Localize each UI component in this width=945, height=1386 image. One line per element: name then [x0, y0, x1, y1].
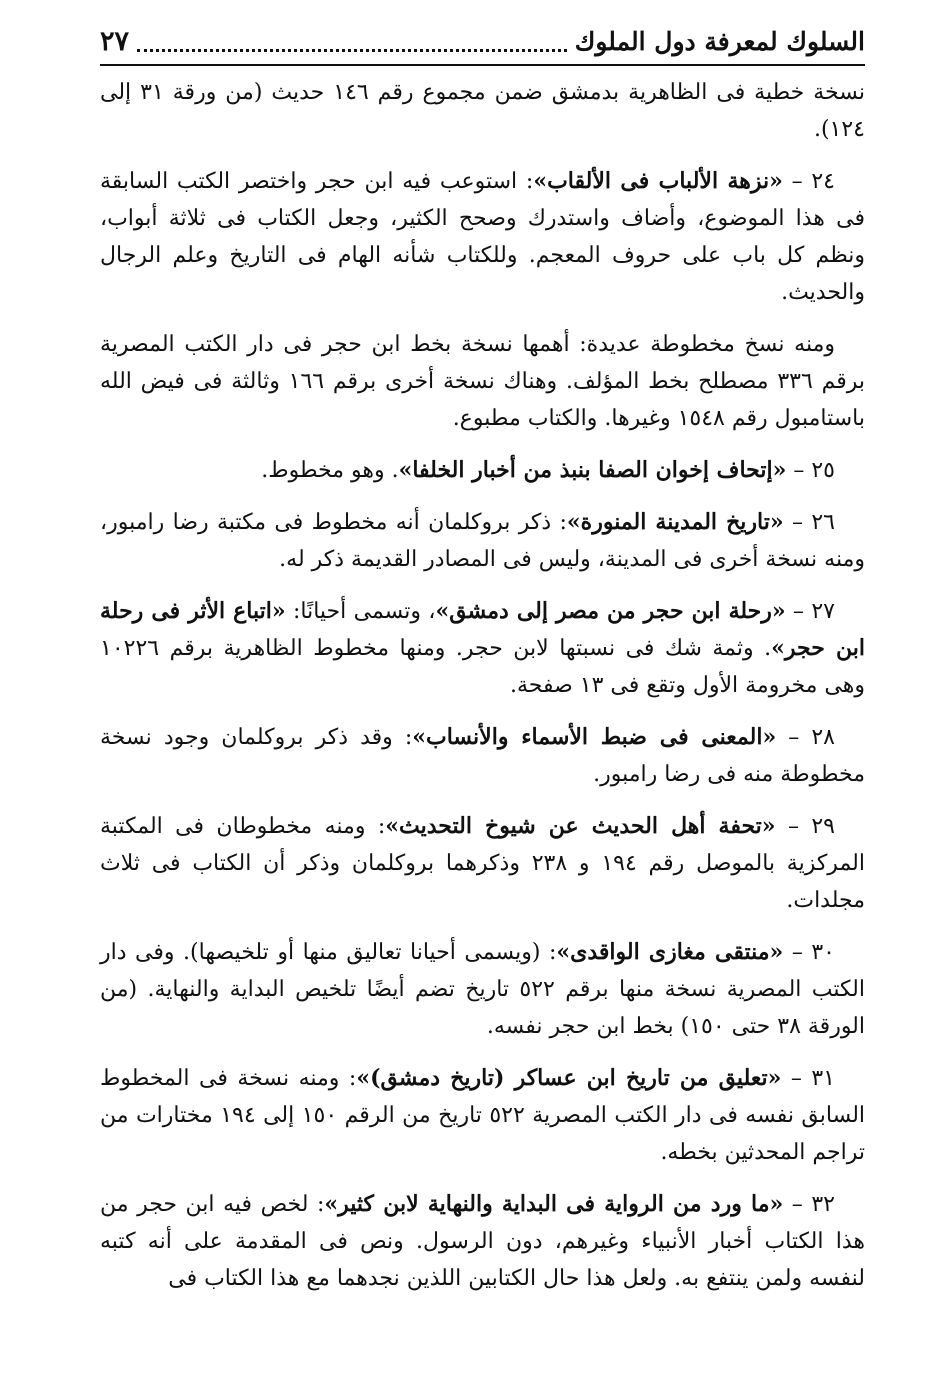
paragraph: [100, 74, 865, 148]
paragraph-text: ٢٦ –: [783, 510, 835, 535]
book-title: «رحلة ابن حجر من مصر إلى دمشق»: [435, 598, 786, 624]
paragraph: [100, 326, 865, 437]
paragraph-text: ٢٥ –: [786, 458, 835, 483]
paragraph-text: ومنه نسخ مخطوطة عديدة: أهمها نسخة بخط ابن حجر فى دار الكتب المصرية برقم ٣٣٦ مصطلح بخط المؤلف. وهناك نسخة أخرى برقم ١٦٦ وثالثة فى فيض الله باستامبول رقم ١٥٤٨ وغيرها. والكتاب مطبوع.: [100, 332, 865, 431]
running-title: السلوك لمعرفة دول الملوك: [574, 27, 865, 56]
header-divider: [100, 64, 865, 66]
paragraph: [100, 593, 865, 704]
paragraph: [100, 163, 865, 311]
paragraph: [100, 452, 865, 489]
header-leader-dots: [137, 49, 567, 52]
paragraph-text: ٢٩ –: [775, 814, 835, 839]
paragraph-text: . وثمة شك فى نسبتها لابن حجر. ومنها مخطوط الظاهرية برقم ١٠٢٢٦ وهى مخرومة الأول وتقع فى ١٣ صفحة.: [100, 636, 865, 698]
paragraph-text: ٣١ –: [781, 1066, 835, 1091]
book-title: «منتقى مغازى الواقدى»: [556, 939, 784, 965]
paragraph-text: ، وتسمى أحيانًا:: [285, 599, 436, 624]
book-title: «اتباع الأثر فى رحلة ابن حجر»: [100, 598, 865, 661]
page-number: ٢٧: [100, 26, 130, 57]
paragraph-text: ٣٠ –: [783, 940, 835, 965]
paragraph: [100, 934, 865, 1045]
book-title: «تاريخ المدينة المنورة»: [566, 509, 784, 535]
body-text: [100, 74, 865, 1297]
book-title: «نزهة الألباب فى الألقاب»: [533, 168, 783, 194]
paragraph-text: نسخة خطية فى الظاهرية بدمشق ضمن مجموع رقم ١٤٦ حديث (من ورقة ٣١ إلى ١٢٤).: [100, 80, 865, 142]
paragraph-text: : لخص فيه ابن حجر من هذا الكتاب أخبار الأنبياء وغيرهم، دون الرسول. ونص فى المقدمة على أنه كتبه لنفسه ولمن ينتفع به. ولعل هذا حال الكتابين اللذين نجدهما مع هذا الكتاب فى: [100, 1192, 865, 1291]
page-header: [100, 20, 865, 64]
paragraph-text: ٢٧ –: [785, 599, 835, 624]
paragraph-text: : وقد ذكر بروكلمان وجود نسخة مخطوطة منه فى رضا رامبور.: [100, 725, 865, 787]
book-title: «المعنى فى ضبط الأسماء والأنساب»: [412, 724, 777, 750]
paragraph-text: ٢٤ –: [782, 169, 835, 194]
paragraph: [100, 808, 865, 919]
book-title: «تحفة أهل الحديث عن شيوخ التحديث»: [385, 813, 776, 839]
paragraph: [100, 1060, 865, 1171]
book-title: «تعليق من تاريخ ابن عساكر (تاريخ دمشق)»: [356, 1065, 782, 1091]
paragraph-text: : ومنه نسخة فى المخطوط السابق نفسه فى دار الكتب المصرية ٥٢٢ تاريخ من الرقم ١٥٠ إلى ١٩٤ مختارات من تراجم المحدثين بخطه.: [100, 1066, 866, 1165]
paragraph-text: . وهو مخطوط.: [261, 458, 399, 483]
paragraph-text: ٣٢ –: [783, 1192, 835, 1217]
book-page: [100, 20, 865, 1297]
paragraph: [100, 719, 865, 793]
paragraph-text: : استوعب فيه ابن حجر واختصر الكتب السابقة فى هذا الموضوع، وأضاف واستدرك وصحح الكثير، وجعل الكتاب فى ثلاثة أبواب، ونظم كل باب على حروف المعجم. وللكتاب شأنه الهام فى التاريخ وعلم الرجال والحديث.: [100, 169, 865, 305]
paragraph-text: ٢٨ –: [776, 725, 835, 750]
paragraph-text: : (ويسمى أحيانا تعاليق منها أو تلخيصها). وفى دار الكتب المصرية نسخة منها برقم ٥٢٢ تاريخ تضم أيضًا تلخيص البداية والنهاية. (من الورقة ٣٨ حتى ١٥٠) بخط ابن حجر نفسه.: [100, 940, 865, 1039]
paragraph-text: : ذكر بروكلمان أنه مخطوط فى مكتبة رضا رامبور، ومنه نسخة أخرى فى المدينة، وليس فى المصادر القديمة ذكر له.: [100, 510, 865, 572]
book-title: «ما ورد من الرواية فى البداية والنهاية لابن كثير»: [324, 1191, 784, 1217]
paragraph-text: : ومنه مخطوطان فى المكتبة المركزية بالموصل رقم ١٩٤ و ٢٣٨ وذكرهما بروكلمان وذكر أن الكتاب فى ثلاث مجلدات.: [100, 814, 865, 913]
paragraph: [100, 1186, 865, 1297]
book-title: «إتحاف إخوان الصفا بنبذ من أخبار الخلفا»: [398, 457, 787, 483]
paragraph: [100, 504, 865, 578]
